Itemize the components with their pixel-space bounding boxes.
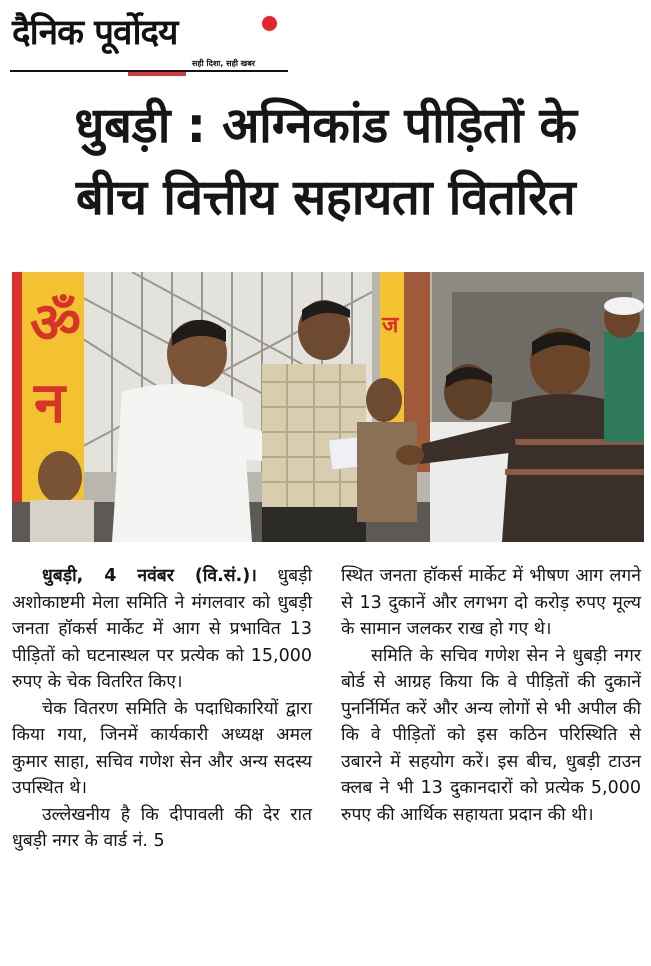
banner-glyph-2: न <box>34 371 66 436</box>
masthead-accent <box>128 72 186 76</box>
headline <box>0 90 651 234</box>
photo-illustration <box>12 272 644 542</box>
headline-line-1: धुबड़ी : अग्निकांड पीड़ितों के <box>74 97 577 154</box>
article-paragraph-1-text: धुबड़ी अशोकाष्टमी मेला समिति ने मंगलवार को धुबड़ी जनता हॉकर्स मार्केट में आग से प्रभावित 13 पीड़ितों को घटनास्थल पर प्रत्येक को 15,000 रुपए के चेक वितरित किए। <box>12 566 312 692</box>
newspaper-tagline: सही दिशा, सही खबर <box>192 59 256 68</box>
article-dateline: धुबड़ी, 4 नवंबर (वि.सं.)। <box>42 566 257 586</box>
article-paragraph-5: समिति के सचिव गणेश सेन ने धुबड़ी नगर बोर्ड से आग्रह किया कि वे पीड़ितों की दुकानें पुनर्निर्मित करें और अन्य लोगों से भी अपील की कि वे पीड़ितों को इस कठिन परिस्थिति से उबारने में सहयोग करें। इस बीच, धुबड़ी टाउन क्लब ने भी 13 दुकानदारों को प्रत्येक 5,000 रुपए की आर्थिक सहायता प्रदान की थी। <box>341 645 641 825</box>
article-paragraph-3: उल्लेखनीय है कि दीपावली की देर रात धुबड़ी नगर के वार्ड नं. 5 <box>12 804 312 851</box>
article-column-right <box>341 563 641 828</box>
article-paragraph-4: स्थित जनता हॉकर्स मार्केट में भीषण आग लगने से 13 दुकानें और लगभग दो करोड़ रुपए मूल्य के सामान जलकर राख हो गए थे। <box>341 566 641 639</box>
article-paragraph-2: चेक वितरण समिति के पदाधिकारियों द्वारा किया गया, जिनमें कार्यकारी अध्यक्ष अमल कुमार साहा, सचिव गणेश सेन और अन्य सदस्य उपस्थित थे। <box>12 698 312 798</box>
banner-glyph: ॐ <box>30 291 82 356</box>
newspaper-logo: दैनिक पूर्वोदय <box>12 13 178 53</box>
article-column-left <box>12 563 312 855</box>
masthead <box>10 6 290 72</box>
headline-line-2: बीच वित्तीय सहायता वितरित <box>75 169 576 226</box>
banner-right-glyph: ज <box>382 313 399 338</box>
news-photo <box>12 272 644 542</box>
article-paragraph-1 <box>12 563 312 696</box>
logo-dot-icon <box>262 16 277 31</box>
